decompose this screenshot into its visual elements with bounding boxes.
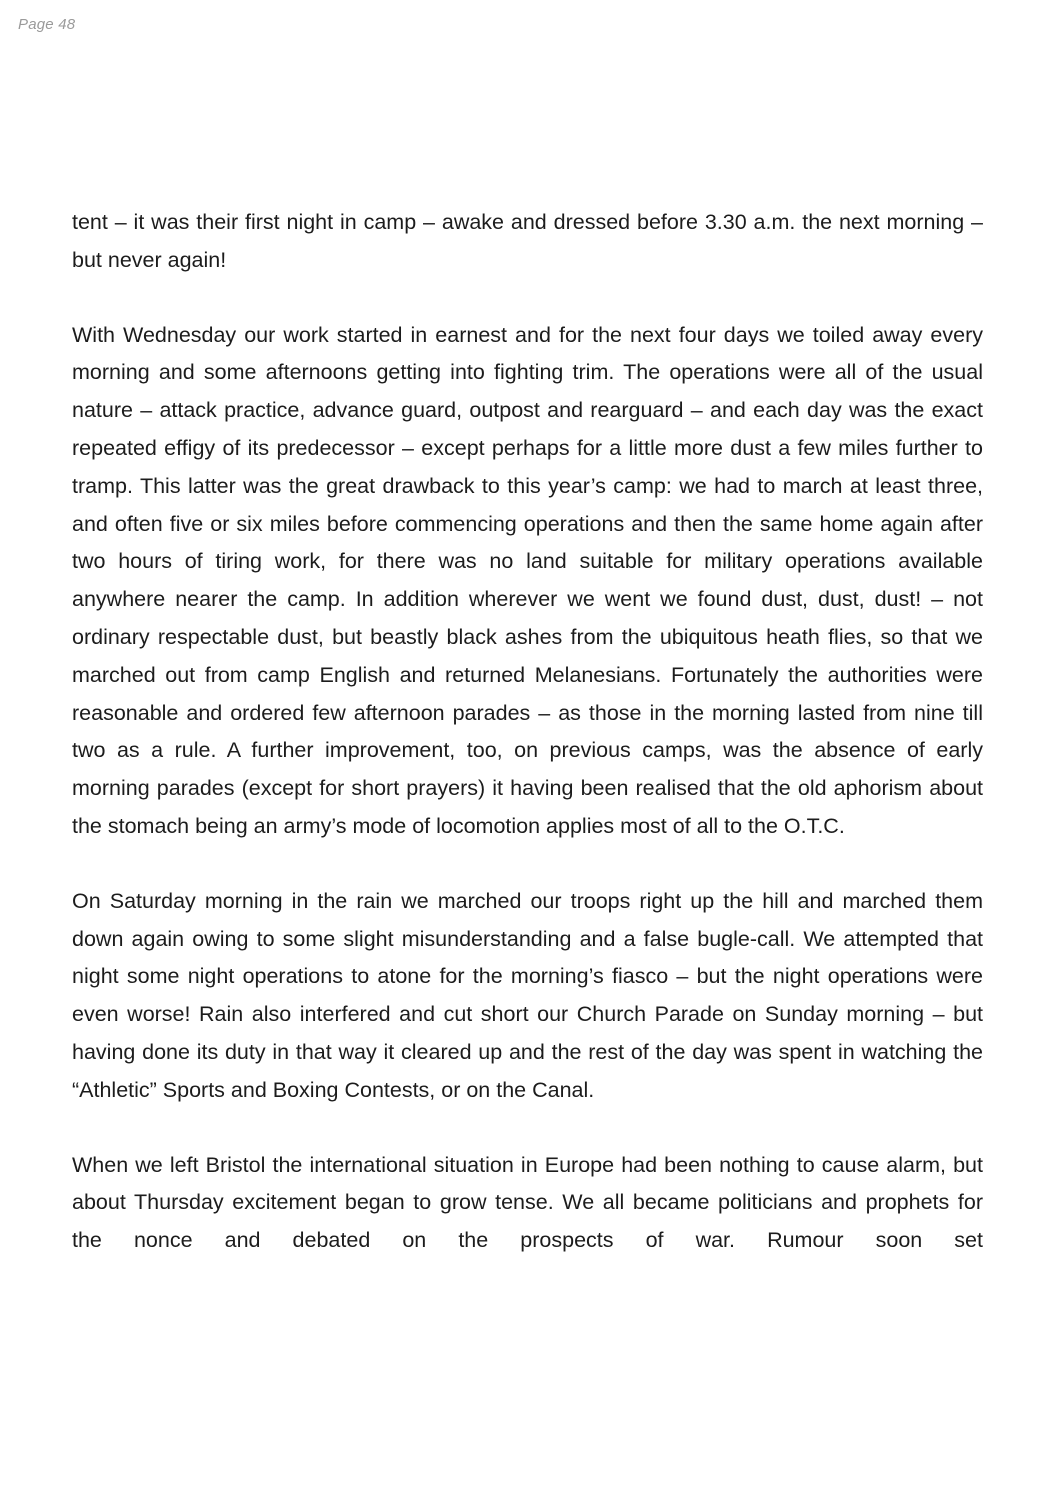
page-number: Page 48	[18, 16, 76, 33]
paragraph-saturday-rain: On Saturday morning in the rain we marched our troops right up the hill and marched them down again owing to some slight misunderstanding and a false bugle-call. We attempted that night some night operations to atone for the morning’s fiasco – but the night operations were even worse! Rain also interfered and cut short our Church Parade on Sunday morning – but having done its duty in that way it cleared up and the rest of the day was spent in watching the “Athletic” Sports and Boxing Contests, or on the Canal.	[72, 888, 983, 1102]
paragraph-international-situation: When we left Bristol the international situation in Europe had been nothing to cause alarm, but about Thursday excitement began to grow tense. We all became politicians and prophets for the nonce and debated on the prospects of war. Rumour soon set	[72, 1152, 983, 1253]
paragraph-camp-operations: With Wednesday our work started in earnest and for the next four days we toiled away every morning and some afternoons getting into fighting trim. The operations were all of the usual nature – attack practice, advance guard, outpost and rearguard – and each day was the exact repeated effigy of its predecessor – except perhaps for a little more dust a few miles further to tramp. This latter was the great drawback to this year’s camp: we had to march at least three, and often five or six miles before commencing operations and then the same home again after two hours of tiring work, for there was no land suitable for military operations available anywhere nearer the camp. In addition wherever we went we found dust, dust, dust! – not ordinary respectable dust, but beastly black ashes from the ubiquitous heath flies, so that we marched out from camp English and returned Melanesians. Fortunately the authorities were reasonable and ordered few afternoon parades – as those in the morning lasted from nine till two as a rule. A further improvement, too, on previous camps, was the absence of early morning parades (except for short prayers) it having been realised that the old aphorism about the stomach being an army’s mode of locomotion applies most of all to the O.T.C.	[72, 322, 983, 838]
paragraph-continuation: tent – it was their first night in camp – awake and dressed before 3.30 a.m. the next morning – but never again!	[72, 210, 983, 272]
body-text	[72, 204, 983, 1260]
